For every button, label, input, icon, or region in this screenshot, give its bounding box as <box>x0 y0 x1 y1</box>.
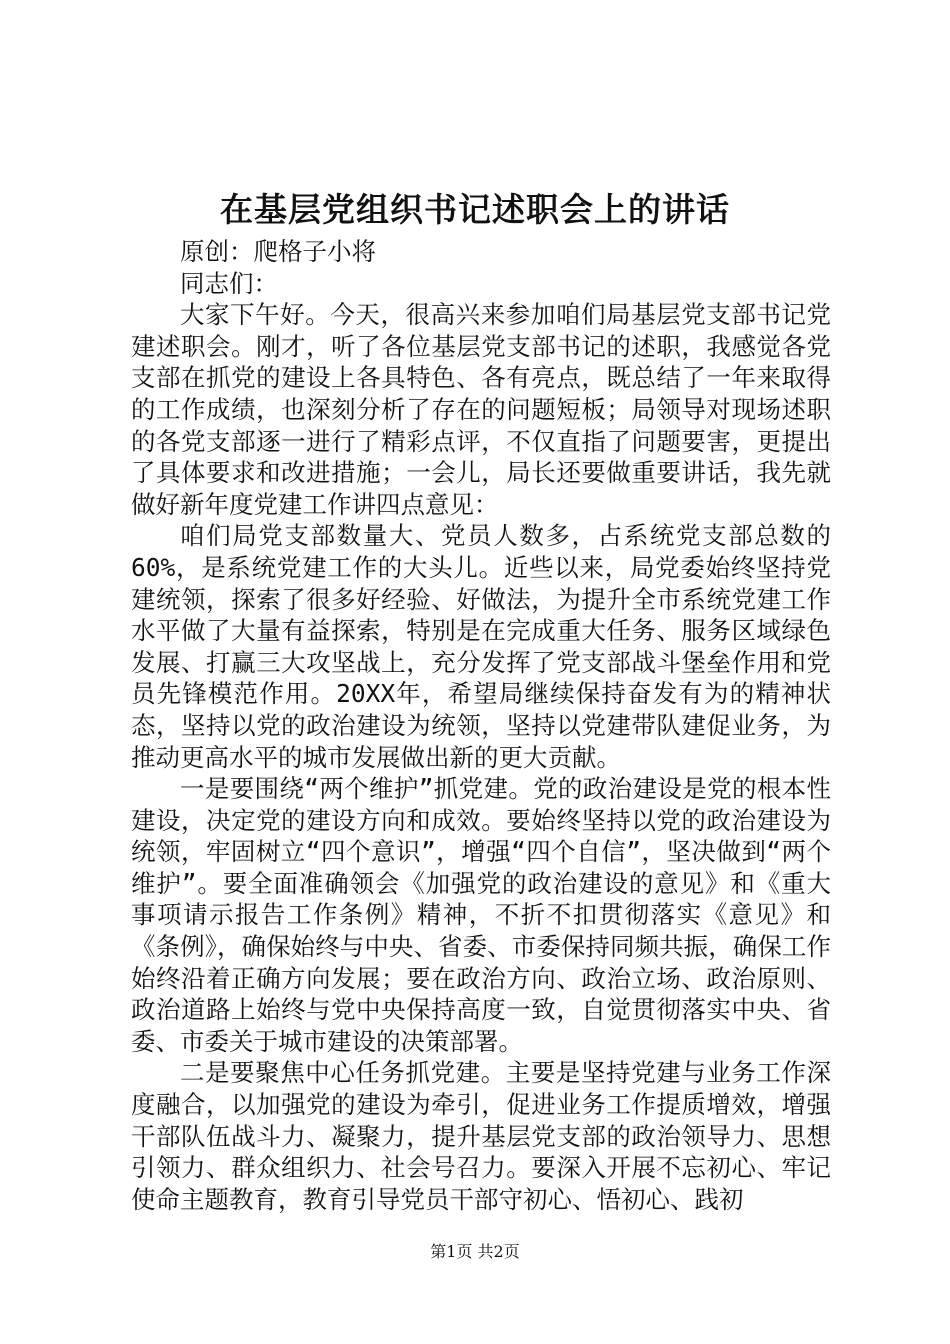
body-paragraph: 大家下午好。今天，很高兴来参加咱们局基层党支部书记党建述职会。刚才，听了各位基层党支部书记的述职，我感觉各党支部在抓党的建设上各具特色、各有亮点，既总结了一年来取得的工作成绩，也深刻分析了存在的问题短板；局领导对现场述职的各党支部逐一进行了精彩点评，不仅直指了问题要害，更提出了具体要求和改进措施；一会儿，局长还要做重要讲话，我先就做好新年度党建工作讲四点意见： <box>131 300 831 519</box>
author-line: 原创：爬格子小将 <box>180 237 376 266</box>
body-paragraph: 二是要聚焦中心任务抓党建。主要是坚持党建与业务工作深度融合，以加强党的建设为牵引，促进业务工作提质增效，增强干部队伍战斗力、凝聚力，提升基层党支部的政治领导力、思想引领力、群众组织力、社会号召力。要深入开展不忘初心、牢记使命主题教育，教育引导党员干部守初心、悟初心、践初 <box>131 1058 831 1214</box>
document-body <box>131 236 831 1215</box>
page-number-footer: 第1页 共2页 <box>430 1242 520 1261</box>
body-paragraph: 一是要围绕“两个维护”抓党建。党的政治建设是党的根本性建设，决定党的建设方向和成效。要始终坚持以党的政治建设为统领，牢固树立“四个意识”，增强“四个自信”，坚决做到“两个维护”。要全面准确领会《加强党的政治建设的意见》和《重大事项请示报告工作条例》精神，不折不扣贯彻落实《意见》和《条例》，确保始终与中央、省委、市委保持同频共振，确保工作始终沿着正确方向发展；要在政治方向、政治立场、政治原则、政治道路上始终与党中央保持高度一致，自觉贯彻落实中央、省委、市委关于城市建设的决策部署。 <box>131 774 831 1056</box>
document-title: 在基层党组织书记述职会上的讲话 <box>220 190 730 229</box>
body-paragraph: 咱们局党支部数量大、党员人数多，占系统党支部总数的60%，是系统党建工作的大头儿。近些以来，局党委始终坚持党建统领，探索了很多好经验、好做法，为提升全市系统党建工作水平做了大量有益探索，特别是在完成重大任务、服务区域绿色发展、打赢三大攻坚战上，充分发挥了党支部战斗堡垒作用和党员先锋模范作用。20XX年，希望局继续保持奋发有为的精神状态，坚持以党的政治建设为统领，坚持以党建带队建促业务，为推动更高水平的城市发展做出新的更大贡献。 <box>131 521 831 772</box>
salutation: 同志们： <box>180 268 278 298</box>
